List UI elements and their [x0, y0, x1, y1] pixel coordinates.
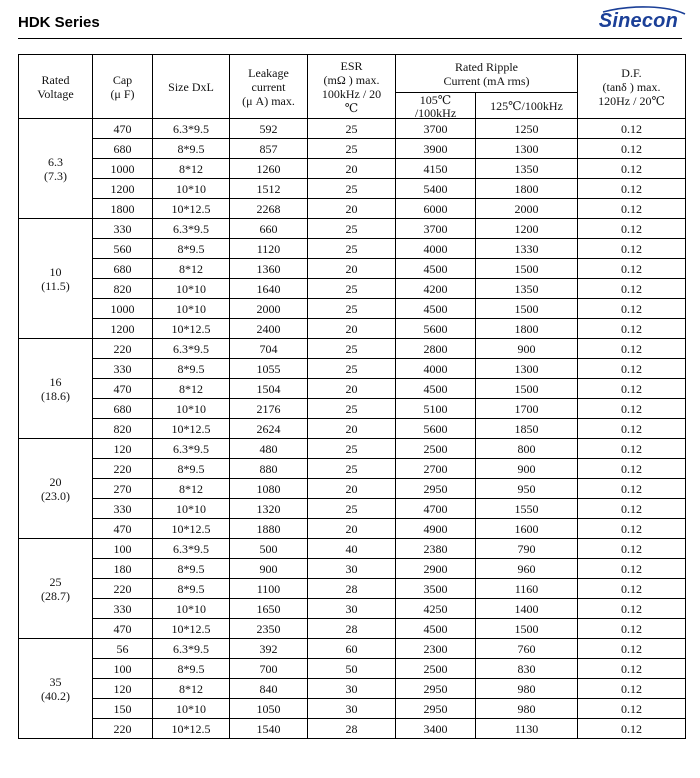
esr-cell: 60	[308, 639, 396, 659]
r125-cell: 1800	[476, 179, 578, 199]
cap-cell: 1800	[93, 199, 153, 219]
table-row	[19, 319, 686, 339]
r125-cell: 800	[476, 439, 578, 459]
table-row	[19, 239, 686, 259]
table-row	[19, 359, 686, 379]
df-cell: 0.12	[578, 119, 686, 139]
cap-cell: 330	[93, 499, 153, 519]
df-cell: 0.12	[578, 459, 686, 479]
size-cell: 8*9.5	[153, 459, 230, 479]
leakage-cell: 500	[230, 539, 308, 559]
leakage-cell: 1050	[230, 699, 308, 719]
leakage-cell: 480	[230, 439, 308, 459]
size-cell: 8*12	[153, 379, 230, 399]
esr-cell: 25	[308, 399, 396, 419]
r105-cell: 4500	[396, 619, 476, 639]
r105-cell: 3900	[396, 139, 476, 159]
df-cell: 0.12	[578, 239, 686, 259]
r105-cell: 2950	[396, 479, 476, 499]
r105-cell: 2380	[396, 539, 476, 559]
df-cell: 0.12	[578, 519, 686, 539]
table-row	[19, 379, 686, 399]
esr-cell: 30	[308, 699, 396, 719]
header-rated-voltage: Rated Voltage	[19, 55, 93, 119]
size-cell: 10*12.5	[153, 519, 230, 539]
leakage-cell: 1504	[230, 379, 308, 399]
esr-cell: 25	[308, 279, 396, 299]
rated-voltage-value: 20	[49, 474, 62, 489]
size-cell: 10*10	[153, 299, 230, 319]
r105-cell: 5600	[396, 419, 476, 439]
leakage-cell: 1540	[230, 719, 308, 739]
cap-cell: 180	[93, 559, 153, 579]
leakage-cell: 900	[230, 559, 308, 579]
r105-cell: 4200	[396, 279, 476, 299]
table-row	[19, 119, 686, 139]
header-rule	[18, 38, 682, 39]
leakage-cell: 2400	[230, 319, 308, 339]
cap-cell: 330	[93, 359, 153, 379]
df-cell: 0.12	[578, 719, 686, 739]
table-row	[19, 199, 686, 219]
cap-cell: 220	[93, 459, 153, 479]
leakage-cell: 1080	[230, 479, 308, 499]
df-cell: 0.12	[578, 479, 686, 499]
r105-cell: 4500	[396, 259, 476, 279]
cap-cell: 220	[93, 579, 153, 599]
esr-cell: 25	[308, 439, 396, 459]
size-cell: 8*9.5	[153, 559, 230, 579]
r105-cell: 2500	[396, 659, 476, 679]
size-cell: 6.3*9.5	[153, 119, 230, 139]
rated-voltage-value: 6.3	[48, 154, 63, 169]
cap-cell: 470	[93, 519, 153, 539]
r105-cell: 3500	[396, 579, 476, 599]
df-cell: 0.12	[578, 179, 686, 199]
leakage-cell: 392	[230, 639, 308, 659]
leakage-cell: 700	[230, 659, 308, 679]
leakage-cell: 1100	[230, 579, 308, 599]
r125-cell: 760	[476, 639, 578, 659]
brand-logo-text: Sinecon	[598, 10, 678, 32]
r125-cell: 1350	[476, 279, 578, 299]
leakage-cell: 840	[230, 679, 308, 699]
r125-cell: 1500	[476, 259, 578, 279]
df-cell: 0.12	[578, 599, 686, 619]
esr-cell: 20	[308, 419, 396, 439]
size-cell: 10*10	[153, 279, 230, 299]
r105-cell: 2950	[396, 679, 476, 699]
r105-cell: 3700	[396, 119, 476, 139]
esr-cell: 25	[308, 359, 396, 379]
r105-cell: 2300	[396, 639, 476, 659]
leakage-cell: 1880	[230, 519, 308, 539]
rated-voltage-value: 16	[49, 374, 62, 389]
df-cell: 0.12	[578, 419, 686, 439]
r105-cell: 4150	[396, 159, 476, 179]
r125-cell: 1550	[476, 499, 578, 519]
leakage-cell: 1260	[230, 159, 308, 179]
table-row	[19, 719, 686, 739]
leakage-cell: 880	[230, 459, 308, 479]
r105-cell: 5400	[396, 179, 476, 199]
leakage-cell: 1320	[230, 499, 308, 519]
r125-cell: 790	[476, 539, 578, 559]
size-cell: 10*12.5	[153, 619, 230, 639]
header-ripple-105: 105℃ /100kHz	[396, 93, 476, 119]
r125-cell: 980	[476, 699, 578, 719]
size-cell: 10*10	[153, 399, 230, 419]
cap-cell: 1000	[93, 159, 153, 179]
esr-cell: 25	[308, 239, 396, 259]
cap-cell: 56	[93, 639, 153, 659]
cap-cell: 470	[93, 119, 153, 139]
table-row	[19, 179, 686, 199]
table-row	[19, 259, 686, 279]
r105-cell: 5100	[396, 399, 476, 419]
cap-cell: 220	[93, 339, 153, 359]
table-row	[19, 699, 686, 719]
r125-cell: 1300	[476, 139, 578, 159]
df-cell: 0.12	[578, 279, 686, 299]
r125-cell: 950	[476, 479, 578, 499]
leakage-cell: 2176	[230, 399, 308, 419]
r105-cell: 3700	[396, 219, 476, 239]
r125-cell: 1160	[476, 579, 578, 599]
header-ripple: Rated Ripple Current (mA rms)	[396, 55, 578, 93]
leakage-cell: 857	[230, 139, 308, 159]
r105-cell: 4500	[396, 379, 476, 399]
size-cell: 8*9.5	[153, 139, 230, 159]
table-row	[19, 339, 686, 359]
df-cell: 0.12	[578, 639, 686, 659]
table-row	[19, 399, 686, 419]
size-cell: 10*10	[153, 179, 230, 199]
df-cell: 0.12	[578, 579, 686, 599]
leakage-cell: 2000	[230, 299, 308, 319]
surge-voltage-value: (28.7)	[41, 588, 70, 603]
table-row	[19, 479, 686, 499]
r105-cell: 6000	[396, 199, 476, 219]
size-cell: 8*12	[153, 679, 230, 699]
rated-voltage-cell	[19, 539, 93, 639]
size-cell: 10*12.5	[153, 319, 230, 339]
r125-cell: 1250	[476, 119, 578, 139]
size-cell: 10*10	[153, 499, 230, 519]
r105-cell: 4700	[396, 499, 476, 519]
esr-cell: 25	[308, 499, 396, 519]
esr-cell: 25	[308, 179, 396, 199]
df-cell: 0.12	[578, 319, 686, 339]
r125-cell: 1500	[476, 379, 578, 399]
r125-cell: 1850	[476, 419, 578, 439]
r125-cell: 900	[476, 339, 578, 359]
r105-cell: 4000	[396, 359, 476, 379]
r105-cell: 2950	[396, 699, 476, 719]
size-cell: 6.3*9.5	[153, 339, 230, 359]
df-cell: 0.12	[578, 159, 686, 179]
table-row	[19, 439, 686, 459]
r105-cell: 5600	[396, 319, 476, 339]
df-cell: 0.12	[578, 219, 686, 239]
size-cell: 6.3*9.5	[153, 539, 230, 559]
df-cell: 0.12	[578, 659, 686, 679]
esr-cell: 25	[308, 299, 396, 319]
esr-cell: 28	[308, 619, 396, 639]
size-cell: 10*12.5	[153, 199, 230, 219]
leakage-cell: 2624	[230, 419, 308, 439]
esr-cell: 20	[308, 319, 396, 339]
df-cell: 0.12	[578, 259, 686, 279]
brand-logo	[599, 10, 678, 33]
r125-cell: 960	[476, 559, 578, 579]
df-cell: 0.12	[578, 339, 686, 359]
r125-cell: 830	[476, 659, 578, 679]
cap-cell: 330	[93, 219, 153, 239]
surge-voltage-value: (7.3)	[44, 168, 67, 183]
leakage-cell: 2350	[230, 619, 308, 639]
size-cell: 8*12	[153, 259, 230, 279]
table-row	[19, 419, 686, 439]
esr-cell: 20	[308, 479, 396, 499]
size-cell: 6.3*9.5	[153, 219, 230, 239]
r105-cell: 2500	[396, 439, 476, 459]
cap-cell: 820	[93, 419, 153, 439]
size-cell: 10*12.5	[153, 419, 230, 439]
surge-voltage-value: (23.0)	[41, 488, 70, 503]
size-cell: 6.3*9.5	[153, 439, 230, 459]
leakage-cell: 1055	[230, 359, 308, 379]
r105-cell: 4250	[396, 599, 476, 619]
header-size: Size DxL	[153, 55, 230, 119]
esr-cell: 20	[308, 379, 396, 399]
cap-cell: 470	[93, 619, 153, 639]
r105-cell: 4900	[396, 519, 476, 539]
table-row	[19, 499, 686, 519]
esr-cell: 25	[308, 119, 396, 139]
df-cell: 0.12	[578, 439, 686, 459]
surge-voltage-value: (11.5)	[41, 278, 70, 293]
esr-cell: 20	[308, 259, 396, 279]
r125-cell: 1330	[476, 239, 578, 259]
esr-cell: 25	[308, 459, 396, 479]
table-row	[19, 639, 686, 659]
size-cell: 8*9.5	[153, 359, 230, 379]
size-cell: 10*12.5	[153, 719, 230, 739]
cap-cell: 1000	[93, 299, 153, 319]
page-header	[18, 10, 682, 40]
cap-cell: 680	[93, 259, 153, 279]
spec-table	[18, 54, 686, 739]
r125-cell: 1500	[476, 299, 578, 319]
esr-cell: 25	[308, 339, 396, 359]
rated-voltage-value: 25	[49, 574, 62, 589]
header-ripple-125: 125℃/100kHz	[476, 93, 578, 119]
cap-cell: 1200	[93, 179, 153, 199]
size-cell: 10*10	[153, 699, 230, 719]
r125-cell: 1300	[476, 359, 578, 379]
leakage-cell: 2268	[230, 199, 308, 219]
esr-cell: 28	[308, 719, 396, 739]
df-cell: 0.12	[578, 139, 686, 159]
r125-cell: 900	[476, 459, 578, 479]
r125-cell: 1700	[476, 399, 578, 419]
esr-cell: 20	[308, 519, 396, 539]
df-cell: 0.12	[578, 559, 686, 579]
table-head	[19, 55, 686, 119]
esr-cell: 40	[308, 539, 396, 559]
df-cell: 0.12	[578, 679, 686, 699]
rated-voltage-cell	[19, 119, 93, 219]
df-cell: 0.12	[578, 619, 686, 639]
esr-cell: 50	[308, 659, 396, 679]
r125-cell: 1800	[476, 319, 578, 339]
r125-cell: 1130	[476, 719, 578, 739]
cap-cell: 120	[93, 679, 153, 699]
esr-cell: 28	[308, 579, 396, 599]
size-cell: 8*9.5	[153, 239, 230, 259]
table-row	[19, 559, 686, 579]
r125-cell: 1600	[476, 519, 578, 539]
size-cell: 8*9.5	[153, 579, 230, 599]
table-row	[19, 279, 686, 299]
esr-cell: 30	[308, 559, 396, 579]
series-title: HDK Series	[18, 14, 100, 31]
r125-cell: 1350	[476, 159, 578, 179]
rated-voltage-value: 10	[49, 264, 62, 279]
rated-voltage-cell	[19, 219, 93, 339]
table-row	[19, 299, 686, 319]
size-cell: 6.3*9.5	[153, 639, 230, 659]
esr-cell: 25	[308, 139, 396, 159]
df-cell: 0.12	[578, 499, 686, 519]
cap-cell: 220	[93, 719, 153, 739]
esr-cell: 30	[308, 679, 396, 699]
r125-cell: 980	[476, 679, 578, 699]
size-cell: 8*12	[153, 159, 230, 179]
table-row	[19, 599, 686, 619]
cap-cell: 120	[93, 439, 153, 459]
size-cell: 10*10	[153, 599, 230, 619]
r105-cell: 4500	[396, 299, 476, 319]
df-cell: 0.12	[578, 399, 686, 419]
esr-cell: 20	[308, 159, 396, 179]
header-df: D.F. (tanδ ) max. 120Hz / 20℃	[578, 55, 686, 119]
cap-cell: 680	[93, 399, 153, 419]
table-row	[19, 139, 686, 159]
table-row	[19, 159, 686, 179]
r125-cell: 1200	[476, 219, 578, 239]
table-row	[19, 619, 686, 639]
surge-voltage-value: (40.2)	[41, 688, 70, 703]
df-cell: 0.12	[578, 299, 686, 319]
cap-cell: 560	[93, 239, 153, 259]
esr-cell: 20	[308, 199, 396, 219]
r125-cell: 1400	[476, 599, 578, 619]
r105-cell: 4000	[396, 239, 476, 259]
table-row	[19, 579, 686, 599]
header-leakage: Leakage current (μ A) max.	[230, 55, 308, 119]
leakage-cell: 704	[230, 339, 308, 359]
r105-cell: 2800	[396, 339, 476, 359]
cap-cell: 820	[93, 279, 153, 299]
leakage-cell: 660	[230, 219, 308, 239]
rated-voltage-cell	[19, 639, 93, 739]
header-cap: Cap (μ F)	[93, 55, 153, 119]
esr-cell: 25	[308, 219, 396, 239]
leakage-cell: 1360	[230, 259, 308, 279]
cap-cell: 330	[93, 599, 153, 619]
cap-cell: 270	[93, 479, 153, 499]
r105-cell: 3400	[396, 719, 476, 739]
rated-voltage-cell	[19, 339, 93, 439]
leakage-cell: 592	[230, 119, 308, 139]
r105-cell: 2700	[396, 459, 476, 479]
leakage-cell: 1640	[230, 279, 308, 299]
rated-voltage-value: 35	[49, 674, 62, 689]
surge-voltage-value: (18.6)	[41, 388, 70, 403]
esr-cell: 30	[308, 599, 396, 619]
table-row	[19, 539, 686, 559]
leakage-cell: 1650	[230, 599, 308, 619]
df-cell: 0.12	[578, 199, 686, 219]
table-row	[19, 659, 686, 679]
leakage-cell: 1120	[230, 239, 308, 259]
header-esr: ESR (mΩ ) max. 100kHz / 20 ℃	[308, 55, 396, 119]
cap-cell: 470	[93, 379, 153, 399]
cap-cell: 680	[93, 139, 153, 159]
r105-cell: 2900	[396, 559, 476, 579]
cap-cell: 100	[93, 659, 153, 679]
df-cell: 0.12	[578, 379, 686, 399]
r125-cell: 1500	[476, 619, 578, 639]
df-cell: 0.12	[578, 699, 686, 719]
rated-voltage-cell	[19, 439, 93, 539]
size-cell: 8*9.5	[153, 659, 230, 679]
cap-cell: 100	[93, 539, 153, 559]
df-cell: 0.12	[578, 539, 686, 559]
cap-cell: 1200	[93, 319, 153, 339]
r125-cell: 2000	[476, 199, 578, 219]
table-row	[19, 519, 686, 539]
size-cell: 8*12	[153, 479, 230, 499]
table-body	[19, 119, 686, 739]
table-row	[19, 459, 686, 479]
table-row	[19, 679, 686, 699]
df-cell: 0.12	[578, 359, 686, 379]
cap-cell: 150	[93, 699, 153, 719]
leakage-cell: 1512	[230, 179, 308, 199]
table-row	[19, 219, 686, 239]
